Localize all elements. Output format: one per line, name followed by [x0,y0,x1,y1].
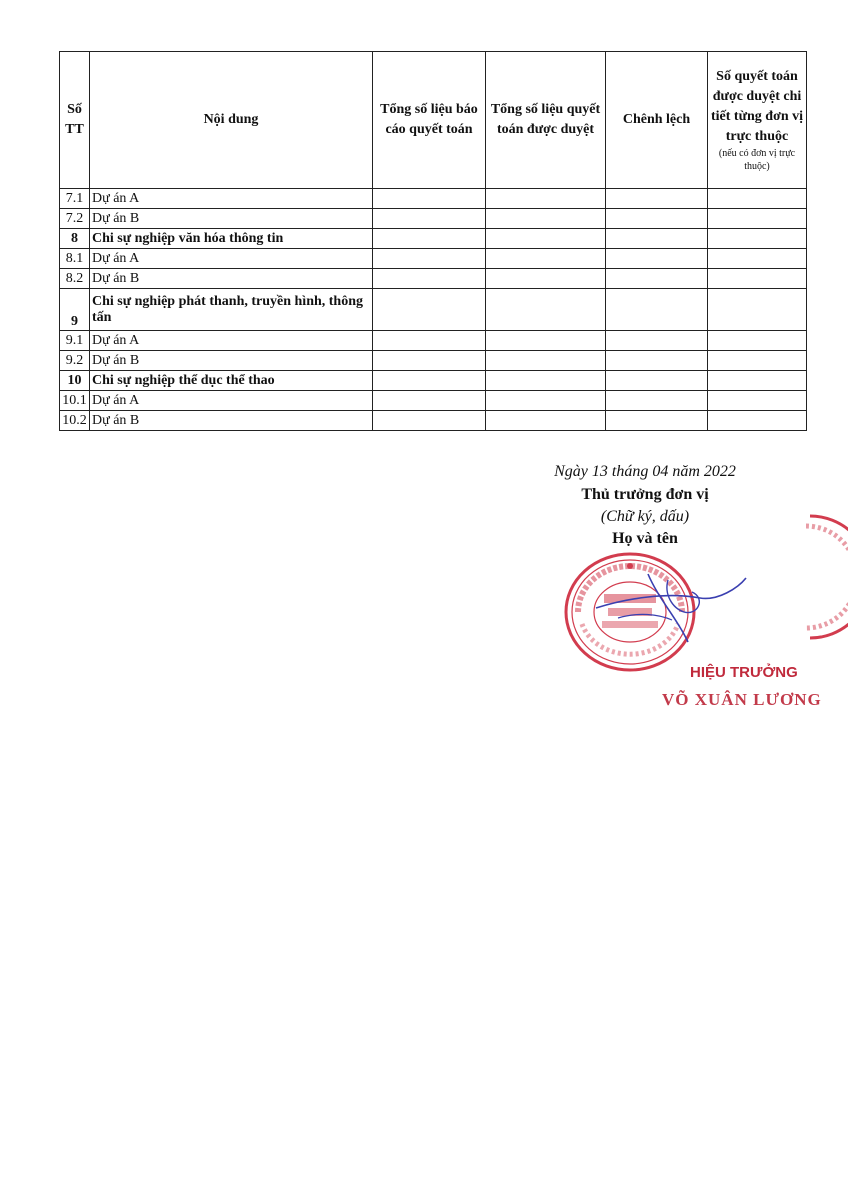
row-value-cell [708,371,807,391]
row-content: Chi sự nghiệp thể dục thể thao [90,371,373,391]
row-value-cell [486,411,606,431]
table-header-row [60,52,807,189]
table-row [60,371,807,391]
row-value-cell [606,411,708,431]
header-difference: Chênh lệch [606,52,708,189]
row-value-cell [373,209,486,229]
row-value-cell [486,229,606,249]
signature-date: Ngày 13 tháng 04 năm 2022 [554,463,736,480]
row-number: 10.2 [60,411,90,431]
table-row [60,249,807,269]
row-value-cell [486,249,606,269]
header-reported: Tổng số liệu báo cáo quyết toán [373,52,486,189]
row-value-cell [373,411,486,431]
row-value-cell [606,391,708,411]
stamp-name: VÕ XUÂN LƯƠNG [662,690,822,709]
handwritten-signature [588,568,748,648]
header-detail-note: (nếu có đơn vị trực thuộc) [718,148,796,172]
row-value-cell [373,269,486,289]
row-value-cell [373,351,486,371]
row-value-cell [708,331,807,351]
row-value-cell [708,269,807,289]
row-content: Dự án A [90,391,373,411]
header-stt: Số TT [60,52,90,189]
row-number: 7.2 [60,209,90,229]
row-number: 9.2 [60,351,90,371]
row-value-cell [606,269,708,289]
row-number: 9.1 [60,331,90,351]
row-number: 8.1 [60,249,90,269]
row-number: 7.1 [60,189,90,209]
header-detail [708,52,807,189]
table-row [60,209,807,229]
row-value-cell [708,249,807,269]
settlement-table [59,51,807,431]
row-value-cell [606,209,708,229]
header-content: Nội dung [90,52,373,189]
signature-name-label: Họ và tên [612,530,678,547]
table-row [60,269,807,289]
row-value-cell [708,189,807,209]
row-content: Dự án A [90,249,373,269]
table-row [60,189,807,209]
row-value-cell [486,351,606,371]
signature-title: Thủ trưởng đơn vị [581,486,709,503]
row-value-cell [708,391,807,411]
row-value-cell [486,371,606,391]
header-approved: Tổng số liệu quyết toán được duyệt [486,52,606,189]
row-value-cell [486,189,606,209]
table-row [60,391,807,411]
row-number: 9 [60,289,90,331]
signature-block [520,460,770,550]
row-value-cell [486,269,606,289]
row-value-cell [606,371,708,391]
row-value-cell [373,391,486,411]
row-value-cell [708,289,807,331]
row-value-cell [606,249,708,269]
row-value-cell [708,351,807,371]
row-content: Dự án B [90,269,373,289]
row-number: 8 [60,229,90,249]
row-value-cell [486,331,606,351]
row-content: Dự án A [90,331,373,351]
signature-subtitle: (Chữ ký, dấu) [600,508,690,525]
row-content: Dự án A [90,189,373,209]
row-number: 10 [60,371,90,391]
row-content: Dự án B [90,411,373,431]
row-value-cell [606,189,708,209]
row-value-cell [486,391,606,411]
row-value-cell [486,209,606,229]
table-row [60,331,807,351]
row-content: Dự án B [90,209,373,229]
row-content: Dự án B [90,351,373,371]
row-value-cell [373,289,486,331]
row-value-cell [373,371,486,391]
row-value-cell [606,351,708,371]
row-value-cell [708,229,807,249]
row-value-cell [373,331,486,351]
table-row [60,289,807,331]
row-value-cell [708,411,807,431]
header-detail-text: Số quyết toán được duyệt chi tiết từng đơn vị trực thuộc [711,69,803,144]
table-row [60,411,807,431]
row-value-cell [486,289,606,331]
partial-stamp [800,512,848,642]
table-row [60,229,807,249]
row-value-cell [606,331,708,351]
row-value-cell [606,289,708,331]
stamp-title: HIỆU TRƯỞNG [690,664,798,681]
row-value-cell [373,249,486,269]
row-content: Chi sự nghiệp phát thanh, truyền hình, thông tấn [90,289,373,331]
row-number: 8.2 [60,269,90,289]
table-row [60,351,807,371]
row-content: Chi sự nghiệp văn hóa thông tin [90,229,373,249]
row-value-cell [606,229,708,249]
row-number: 10.1 [60,391,90,411]
row-value-cell [373,229,486,249]
row-value-cell [708,209,807,229]
row-value-cell [373,189,486,209]
